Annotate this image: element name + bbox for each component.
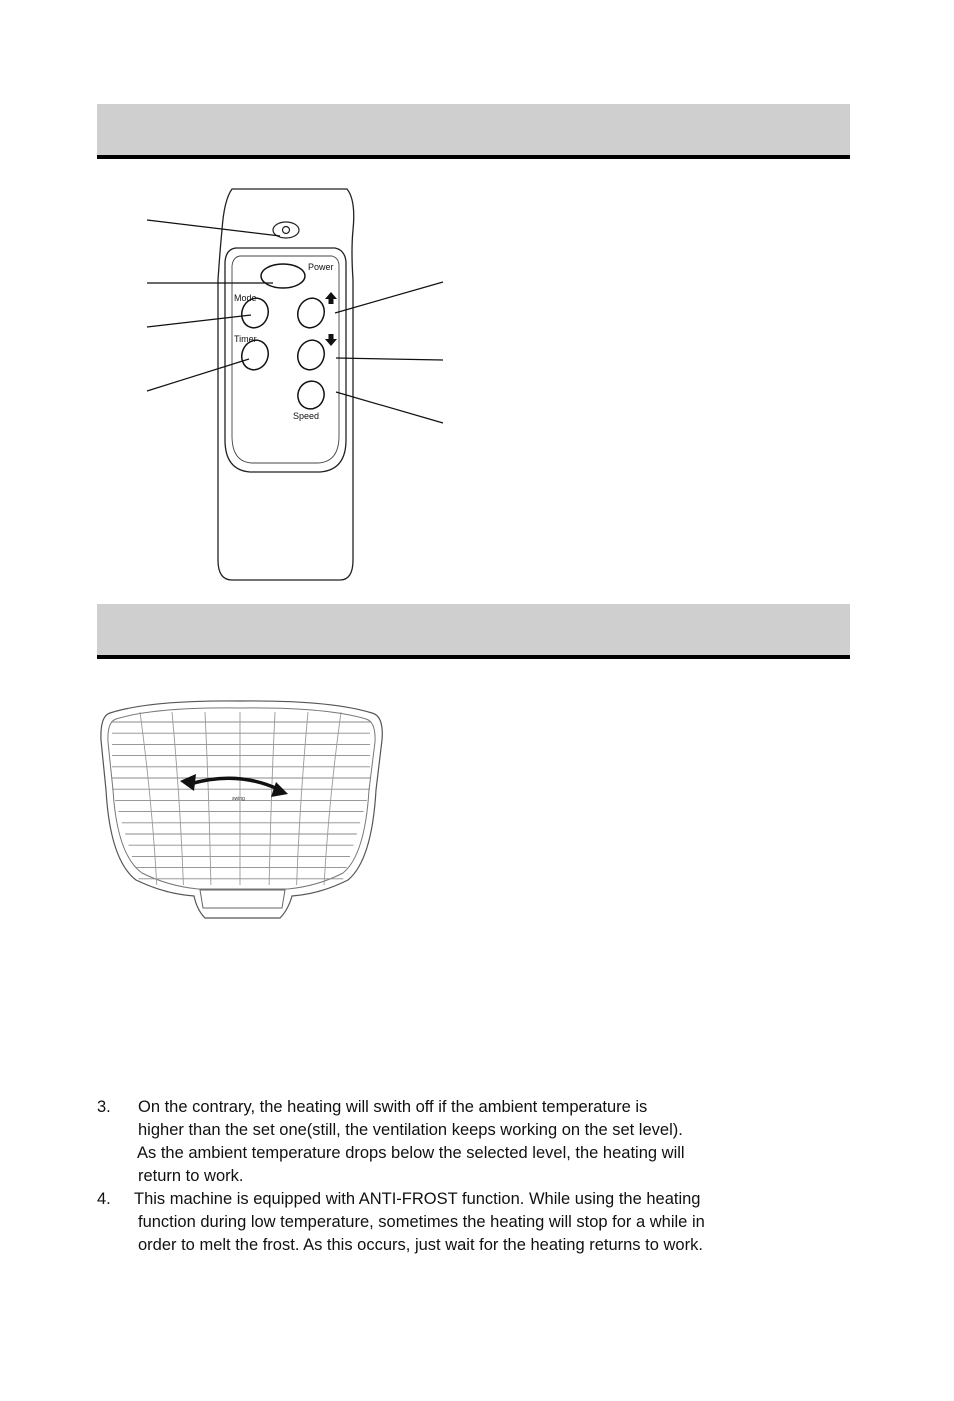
timer-label: Timer	[234, 334, 257, 344]
note-line: On the contrary, the heating will swith off if the ambient temperature is	[138, 1098, 648, 1116]
note-number: 3.	[97, 1098, 111, 1116]
note-item-4	[97, 1188, 837, 1257]
power-label: Power	[308, 262, 334, 272]
note-line: This machine is equipped with ANTI-FROST function. While using the heating	[134, 1190, 701, 1208]
swing-arrow-mark: swing	[232, 796, 245, 802]
power-button[interactable]	[261, 264, 305, 288]
ir-emitter-lens	[283, 227, 290, 234]
speed-label: Speed	[293, 411, 320, 421]
note-item-3	[97, 1096, 837, 1188]
note-line: return to work.	[138, 1167, 244, 1185]
note-line: order to melt the frost. As this occurs, just wait for the heating returns to work.	[138, 1236, 703, 1254]
note-line: higher than the set one(still, the ventilation keeps working on the set level).	[138, 1121, 683, 1139]
note-number: 4.	[97, 1190, 111, 1208]
note-line: As the ambient temperature drops below the selected level, the heating will	[137, 1144, 685, 1162]
section-header-band-swing	[97, 604, 850, 656]
notes-list	[97, 1096, 837, 1257]
mode-label: Mode	[234, 293, 257, 303]
note-line: function during low temperature, sometimes the heating will stop for a while in	[138, 1213, 705, 1231]
remote-control-illustration	[0, 0, 954, 600]
air-outlet-grille-illustration	[0, 680, 954, 940]
section-header-rule-swing	[97, 655, 850, 659]
